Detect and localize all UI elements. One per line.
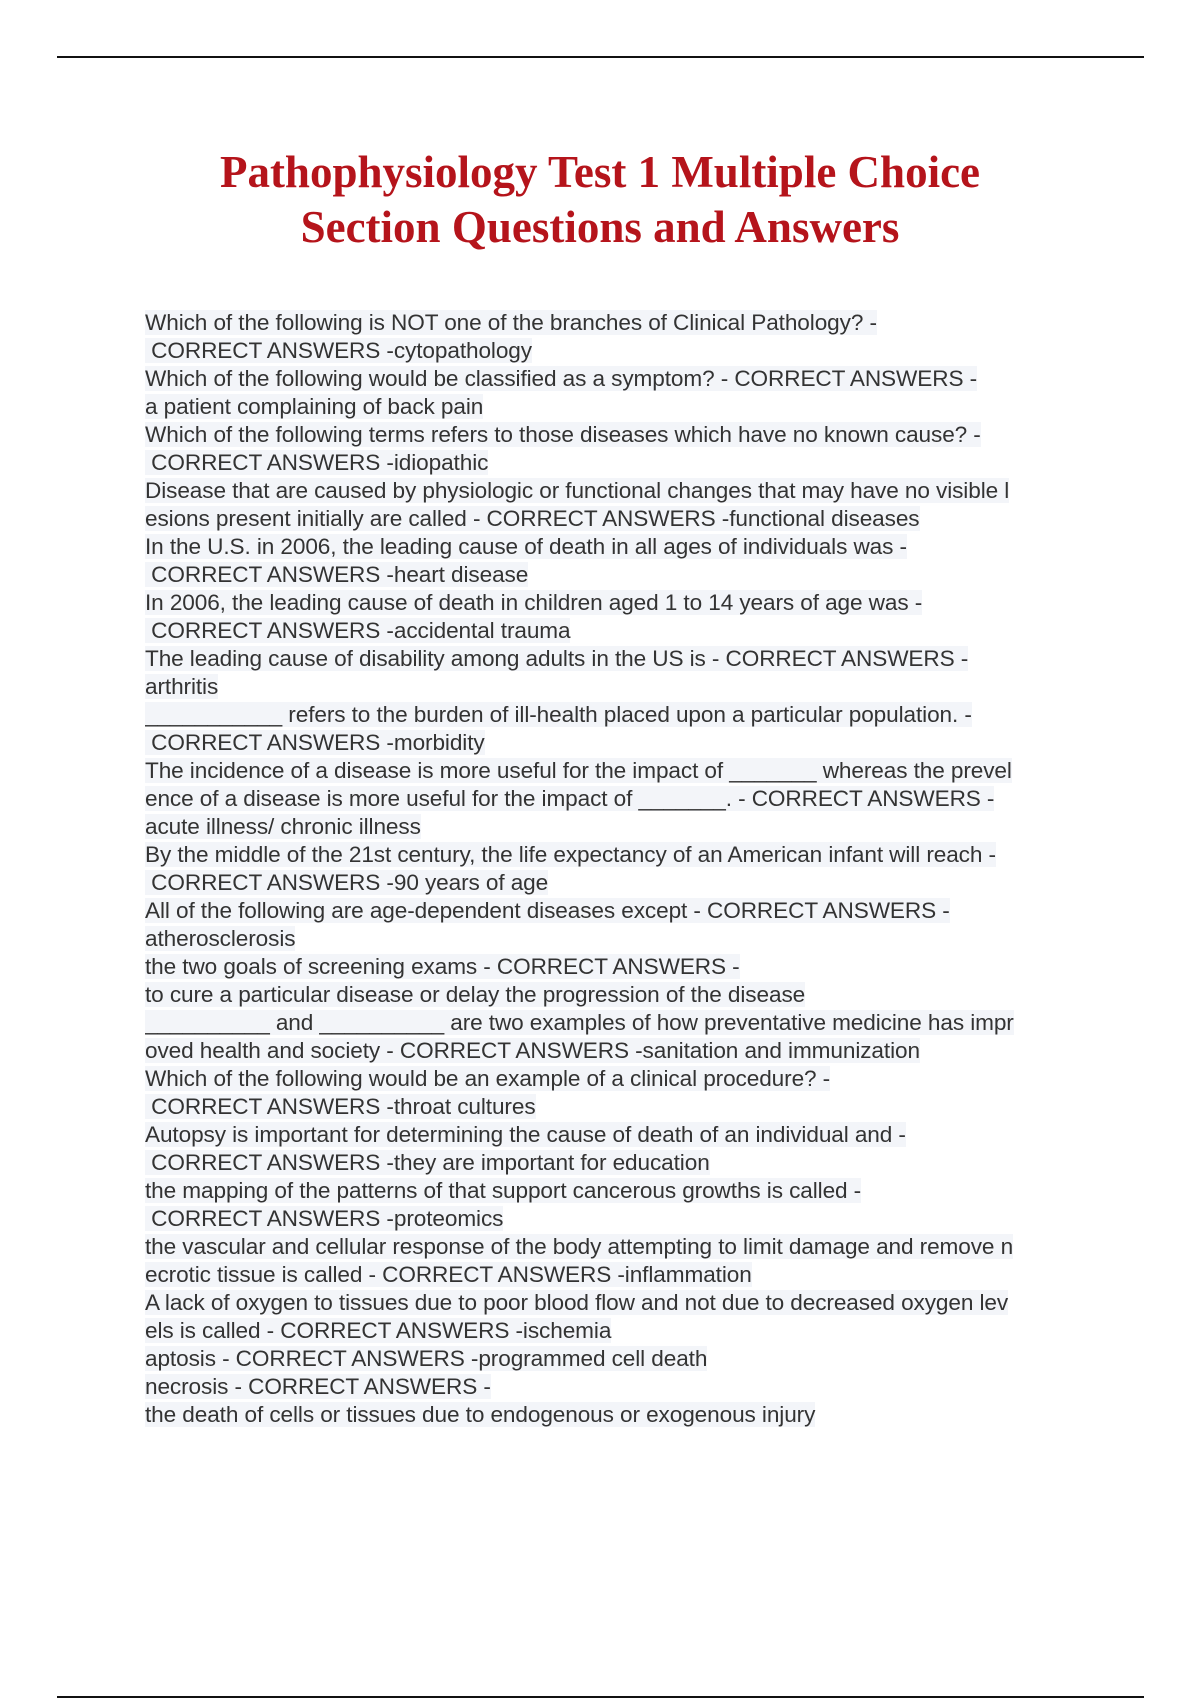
text-line: CORRECT ANSWERS -throat cultures xyxy=(145,1094,536,1119)
text-line: the vascular and cellular response of the body attempting to limit damage and remove n xyxy=(145,1234,1014,1259)
text-line: In the U.S. in 2006, the leading cause of death in all ages of individuals was - xyxy=(145,534,907,559)
text-line: CORRECT ANSWERS -accidental trauma xyxy=(145,618,571,643)
text-line: els is called - CORRECT ANSWERS -ischemia xyxy=(145,1318,612,1343)
text-line: aptosis - CORRECT ANSWERS -programmed cell death xyxy=(145,1346,708,1371)
text-line: Which of the following is NOT one of the branches of Clinical Pathology? - xyxy=(145,310,877,335)
text-line: All of the following are age-dependent diseases except - CORRECT ANSWERS - xyxy=(145,898,950,923)
text-line: the death of cells or tissues due to endogenous or exogenous injury xyxy=(145,1402,816,1427)
qa-list xyxy=(145,309,1090,1429)
text-line: CORRECT ANSWERS -proteomics xyxy=(145,1206,504,1231)
text-line: Disease that are caused by physiologic or functional changes that may have no visible l xyxy=(145,478,1010,503)
text-line: necrosis - CORRECT ANSWERS - xyxy=(145,1374,491,1399)
text-line: acute illness/ chronic illness xyxy=(145,814,421,839)
document-title xyxy=(100,145,1100,255)
text-line: Which of the following would be classified as a symptom? - CORRECT ANSWERS - xyxy=(145,366,978,391)
title-line-2: Section Questions and Answers xyxy=(300,202,900,252)
text-line: to cure a particular disease or delay the progression of the disease xyxy=(145,982,806,1007)
text-line: CORRECT ANSWERS -90 years of age xyxy=(145,870,549,895)
text-line: a patient complaining of back pain xyxy=(145,394,484,419)
text-line: __________ and __________ are two examples of how preventative medicine has impr xyxy=(145,1010,1014,1035)
text-line: By the middle of the 21st century, the life expectancy of an American infant will reach - xyxy=(145,842,996,867)
text-line: atherosclerosis xyxy=(145,926,296,951)
text-line: ence of a disease is more useful for the impact of _______. - CORRECT ANSWERS - xyxy=(145,786,995,811)
text-line: esions present initially are called - CORRECT ANSWERS -functional diseases xyxy=(145,506,920,531)
text-line: arthritis xyxy=(145,674,219,699)
text-line: Which of the following would be an example of a clinical procedure? - xyxy=(145,1066,831,1091)
text-line: oved health and society - CORRECT ANSWERS -sanitation and immunization xyxy=(145,1038,920,1063)
text-line: The incidence of a disease is more useful for the impact of _______ whereas the prevel xyxy=(145,758,1012,783)
text-line: CORRECT ANSWERS -heart disease xyxy=(145,562,529,587)
bottom-rule xyxy=(57,1696,1144,1698)
title-line-1: Pathophysiology Test 1 Multiple Choice xyxy=(219,147,981,197)
text-line: The leading cause of disability among adults in the US is - CORRECT ANSWERS - xyxy=(145,646,969,671)
text-line: the mapping of the patterns of that support cancerous growths is called - xyxy=(145,1178,862,1203)
text-line: Autopsy is important for determining the cause of death of an individual and - xyxy=(145,1122,906,1147)
text-line: Which of the following terms refers to those diseases which have no known cause? - xyxy=(145,422,981,447)
text-line: In 2006, the leading cause of death in children aged 1 to 14 years of age was - xyxy=(145,590,923,615)
text-line: ___________ refers to the burden of ill-health placed upon a particular population. - xyxy=(145,702,972,727)
text-line: CORRECT ANSWERS -they are important for education xyxy=(145,1150,710,1175)
top-rule xyxy=(57,56,1144,58)
text-line: the two goals of screening exams - CORRECT ANSWERS - xyxy=(145,954,740,979)
text-line: ecrotic tissue is called - CORRECT ANSWERS -inflammation xyxy=(145,1262,752,1287)
text-line: CORRECT ANSWERS -cytopathology xyxy=(145,338,532,363)
text-line: A lack of oxygen to tissues due to poor blood flow and not due to decreased oxygen lev xyxy=(145,1290,1009,1315)
text-line: CORRECT ANSWERS -idiopathic xyxy=(145,450,489,475)
text-line: CORRECT ANSWERS -morbidity xyxy=(145,730,485,755)
